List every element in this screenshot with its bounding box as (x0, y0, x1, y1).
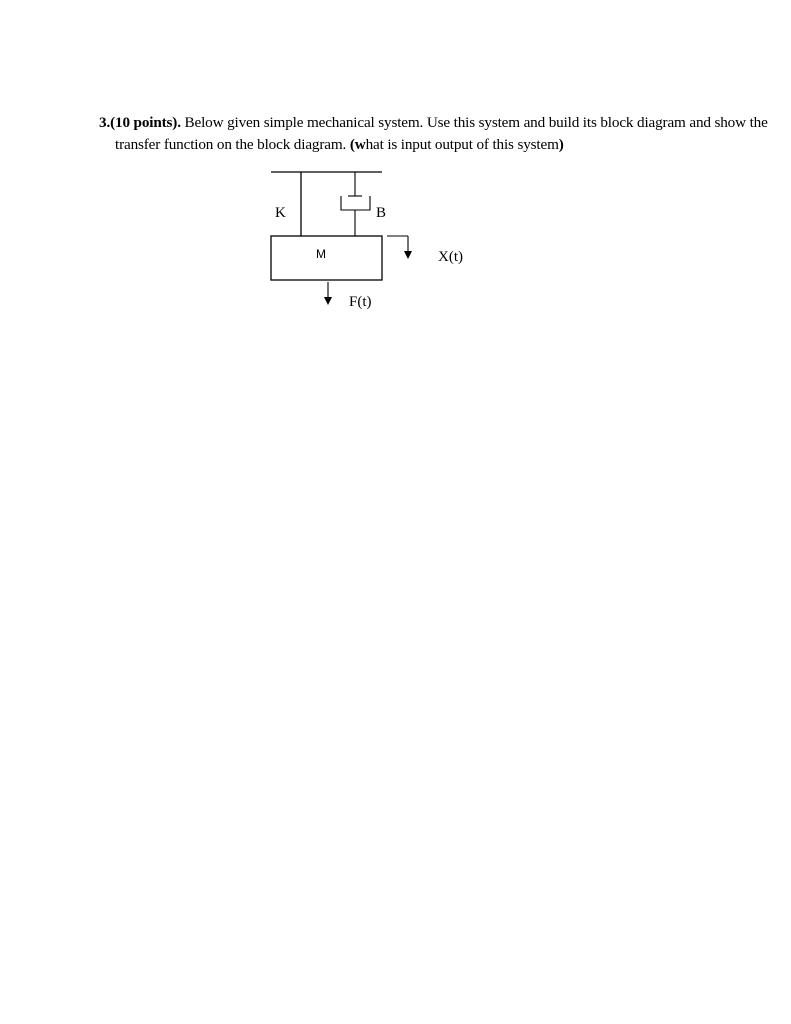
spring-label: K (275, 205, 286, 221)
displacement-label: X(t) (438, 249, 463, 265)
question-subprompt: hat is input output of this system (365, 136, 559, 153)
question-number: 3.(10 points). (99, 114, 181, 131)
damper-b (341, 172, 370, 236)
force-arrow (324, 282, 332, 305)
mass-label: M (316, 247, 326, 261)
mass-block (271, 236, 382, 280)
paren-open: (w (349, 136, 366, 153)
force-label: F(t) (349, 294, 372, 310)
damper-label: B (376, 205, 387, 221)
question-body-1: Below given simple mechanical system. Use this system and build its block diagram and show the (180, 114, 768, 131)
paren-close: ) (558, 136, 564, 153)
displacement-arrow (387, 236, 412, 259)
question-body-2: transfer function on the block diagram. (115, 136, 350, 153)
